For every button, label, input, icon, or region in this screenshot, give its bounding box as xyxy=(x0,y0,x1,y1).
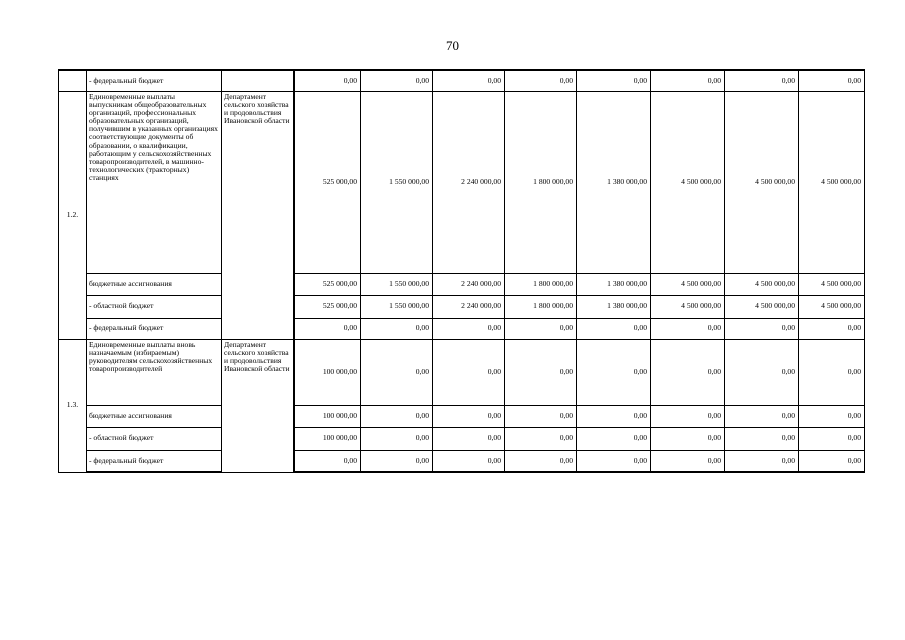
value-cell: 1 550 000,00 xyxy=(361,273,433,295)
value-cell: 1 800 000,00 xyxy=(505,91,577,273)
value-cell: 0,00 xyxy=(505,318,577,339)
value-cell: 0,00 xyxy=(361,70,433,91)
table-row xyxy=(59,91,865,273)
row-label: - федеральный бюджет xyxy=(87,318,222,339)
value-cell: 0,00 xyxy=(651,427,725,450)
value-cell: 4 500 000,00 xyxy=(799,295,865,318)
value-cell: 0,00 xyxy=(505,427,577,450)
table-row xyxy=(59,405,865,427)
value-cell: 4 500 000,00 xyxy=(725,295,799,318)
value-cell: 1 380 000,00 xyxy=(577,273,651,295)
value-cell: 525 000,00 xyxy=(294,91,361,273)
value-cell: 0,00 xyxy=(577,339,651,405)
value-cell: 0,00 xyxy=(725,427,799,450)
table-row xyxy=(59,450,865,472)
value-cell: 0,00 xyxy=(799,450,865,472)
value-cell: 0,00 xyxy=(433,70,505,91)
section-index: 1.3. xyxy=(59,339,87,472)
table-row xyxy=(59,70,865,91)
value-cell: 0,00 xyxy=(577,70,651,91)
value-cell: 0,00 xyxy=(433,450,505,472)
value-cell: 2 240 000,00 xyxy=(433,295,505,318)
department-cell: Департамент сельского хозяйства и продовольствия Ивановской области xyxy=(222,339,294,472)
row-label: бюджетные ассигнования xyxy=(87,405,222,427)
value-cell: 4 500 000,00 xyxy=(651,295,725,318)
value-cell: 0,00 xyxy=(577,318,651,339)
value-cell: 0,00 xyxy=(725,405,799,427)
budget-table xyxy=(58,69,865,473)
value-cell: 0,00 xyxy=(505,339,577,405)
value-cell: 0,00 xyxy=(725,450,799,472)
table-row xyxy=(59,339,865,405)
row-label: - областной бюджет xyxy=(87,295,222,318)
value-cell: 0,00 xyxy=(433,405,505,427)
value-cell: 0,00 xyxy=(651,70,725,91)
value-cell: 1 550 000,00 xyxy=(361,295,433,318)
table-row xyxy=(59,295,865,318)
value-cell: 0,00 xyxy=(294,450,361,472)
value-cell: 0,00 xyxy=(651,318,725,339)
row-label: - областной бюджет xyxy=(87,427,222,450)
value-cell: 2 240 000,00 xyxy=(433,91,505,273)
page-number: 70 xyxy=(446,38,459,53)
value-cell: 4 500 000,00 xyxy=(799,273,865,295)
value-cell: 0,00 xyxy=(799,339,865,405)
index-cell-empty xyxy=(59,70,87,91)
value-cell: 0,00 xyxy=(361,450,433,472)
value-cell: 1 380 000,00 xyxy=(577,295,651,318)
value-cell: 0,00 xyxy=(799,70,865,91)
table-row xyxy=(59,427,865,450)
table-row xyxy=(59,273,865,295)
value-cell: 525 000,00 xyxy=(294,273,361,295)
value-cell: 0,00 xyxy=(725,70,799,91)
section-index: 1.2. xyxy=(59,91,87,339)
value-cell: 0,00 xyxy=(725,318,799,339)
value-cell: 0,00 xyxy=(505,450,577,472)
measure-description: Единовременные выплаты выпускникам общеобразовательных организаций, профессиональных образовательных организаций, получившим в указанных организациях соответствующие документы об образовании, о квалификации, работающим у сельскохозяйственных товаропроизводителей, в машинно-технологических (тракторных) станциях xyxy=(87,91,222,273)
row-label: - федеральный бюджет xyxy=(87,450,222,472)
value-cell: 100 000,00 xyxy=(294,339,361,405)
value-cell: 4 500 000,00 xyxy=(725,91,799,273)
value-cell: 4 500 000,00 xyxy=(799,91,865,273)
value-cell: 0,00 xyxy=(799,318,865,339)
value-cell: 0,00 xyxy=(651,339,725,405)
value-cell: 1 800 000,00 xyxy=(505,273,577,295)
value-cell: 0,00 xyxy=(577,450,651,472)
value-cell: 0,00 xyxy=(361,405,433,427)
department-cell-empty xyxy=(222,70,294,91)
value-cell: 1 380 000,00 xyxy=(577,91,651,273)
value-cell: 0,00 xyxy=(361,318,433,339)
value-cell: 4 500 000,00 xyxy=(725,273,799,295)
value-cell: 100 000,00 xyxy=(294,405,361,427)
value-cell: 2 240 000,00 xyxy=(433,273,505,295)
value-cell: 4 500 000,00 xyxy=(651,91,725,273)
value-cell: 0,00 xyxy=(725,339,799,405)
value-cell: 0,00 xyxy=(361,427,433,450)
row-label: бюджетные ассигнования xyxy=(87,273,222,295)
value-cell: 0,00 xyxy=(651,450,725,472)
value-cell: 1 550 000,00 xyxy=(361,91,433,273)
value-cell: 1 800 000,00 xyxy=(505,295,577,318)
value-cell: 0,00 xyxy=(799,405,865,427)
value-cell: 0,00 xyxy=(294,318,361,339)
value-cell: 0,00 xyxy=(505,405,577,427)
row-label: - федеральный бюджет xyxy=(87,70,222,91)
value-cell: 0,00 xyxy=(651,405,725,427)
value-cell: 0,00 xyxy=(433,339,505,405)
value-cell: 4 500 000,00 xyxy=(651,273,725,295)
value-cell: 0,00 xyxy=(505,70,577,91)
value-cell: 0,00 xyxy=(294,70,361,91)
value-cell: 0,00 xyxy=(433,427,505,450)
value-cell: 0,00 xyxy=(799,427,865,450)
value-cell: 0,00 xyxy=(433,318,505,339)
table-row xyxy=(59,318,865,339)
value-cell: 0,00 xyxy=(361,339,433,405)
value-cell: 0,00 xyxy=(577,427,651,450)
measure-description: Единовременные выплаты вновь назначаемым (избираемым) руководителям сельскохозяйственных товаропроизводителей xyxy=(87,339,222,405)
value-cell: 100 000,00 xyxy=(294,427,361,450)
value-cell: 0,00 xyxy=(577,405,651,427)
department-cell: Департамент сельского хозяйства и продовольствия Ивановской области xyxy=(222,91,294,339)
value-cell: 525 000,00 xyxy=(294,295,361,318)
